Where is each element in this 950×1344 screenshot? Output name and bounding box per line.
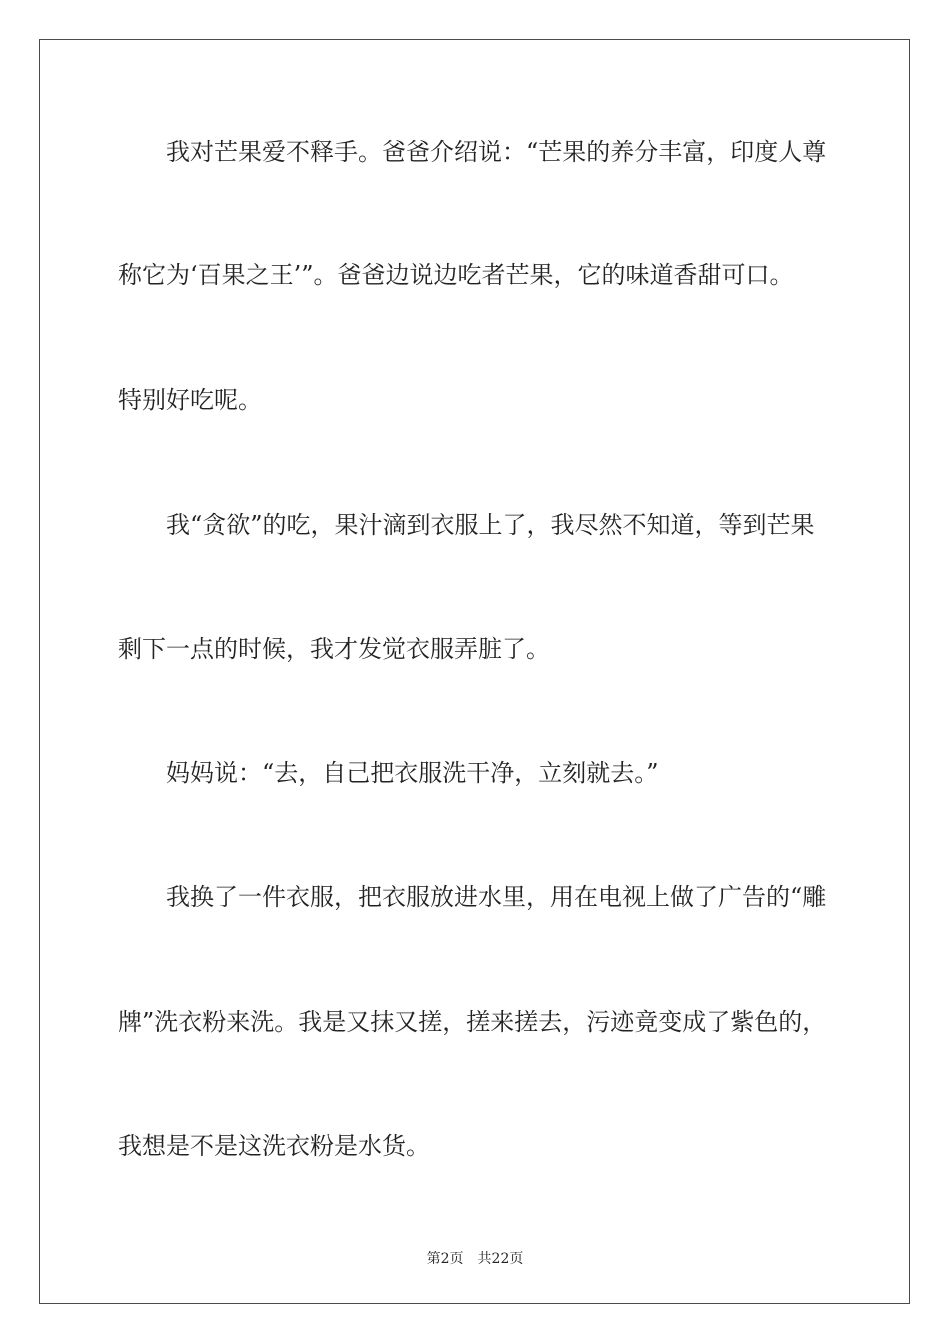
paragraph-1-line-2: 称它为‘百果之王’”。爸爸边说边吃者芒果，它的味道香甜可口。 [118,261,794,289]
paragraph-2-line-2: 剩下一点的时候，我才发觉衣服弄脏了。 [118,635,550,663]
paragraph-2-line-1: 我“贪欲”的吃，果汁滴到衣服上了，我尽然不知道，等到芒果 [166,511,815,539]
paragraph-4-line-2: 牌”洗衣粉来洗。我是又抹又搓，搓来搓去，污迹竟变成了紫色的， [118,1008,827,1036]
paragraph-4-line-1: 我换了一件衣服，把衣服放进水里，用在电视上做了广告的“雕 [166,883,827,911]
page-number: 第2页 [426,1251,464,1267]
paragraph-1-line-1: 我对芒果爱不释手。爸爸介绍说：“芒果的养分丰富，印度人尊 [166,138,827,166]
paragraph-1-line-3: 特别好吃呢。 [118,386,262,414]
paragraph-4-line-3: 我想是不是这洗衣粉是水货。 [118,1132,430,1160]
page-border [39,39,910,1304]
page-total: 共22页 [477,1251,524,1267]
paragraph-3-line-1: 妈妈说：“去，自己把衣服洗干净，立刻就去。” [166,759,659,787]
page-footer [0,1248,950,1268]
